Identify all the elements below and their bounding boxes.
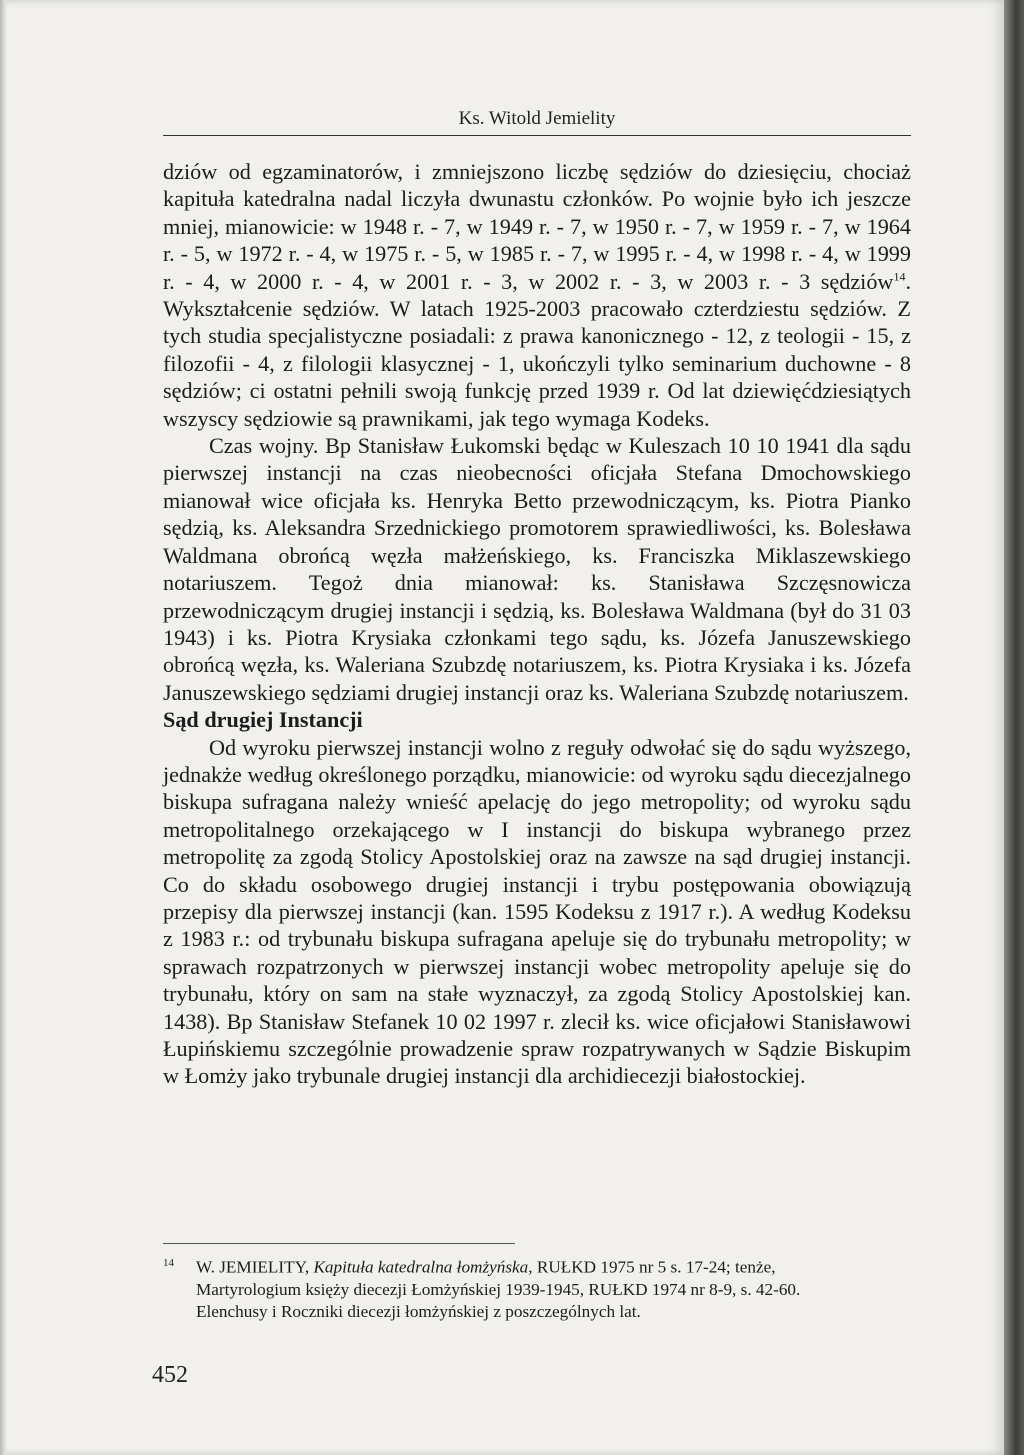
footnote-author: W. JEMIELITY, <box>196 1257 310 1277</box>
paragraph-2: Czas wojny. Bp Stanisław Łukomski będąc w Kuleszach 10 10 1941 dla sądu pierwszej instancji na czas nieobecności oficjała Stefana Dmochowskiego mianował wice oficjała ks. Henryka Betto przewodniczącym, ks. Piotra Pianko sędzią, ks. Aleksandra Srzednickiego promotorem sprawiedliwości, ks. Bolesława Waldmana obrońcą węzła małżeńskiego, ks. Franciszka Miklaszewskiego notariuszem. Tegoż dnia mianował: ks. Stanisława Szczęsnowicza przewodniczącym drugiej instancji i sędzią, ks. Bolesława Waldmana (był do 31 03 1943) i ks. Piotra Krysiaka członkami tego sądu, ks. Józefa Januszewskiego obrońcą węzła, ks. Waleriana Szubzdę notariuszem, ks. Piotra Krysiaka i ks. Józefa Januszewskiego sędziami drugiej instancji oraz ks. Waleriana Szubzdę notariuszem. <box>163 433 911 705</box>
paragraph-1-text: dziów od egzaminatorów, i zmniejszono liczbę sędziów do dziesięciu, chociaż kapituła katedralna nadal liczyła dwunastu członków. Po wojnie było ich jeszcze mniej, mianowicie: w 1948 r. - 7, w 1949 r. - 7, w 1950 r. - 7, w 1959 r. - 7, w 1964 r. - 5, w 1972 r. - 4, w 1975 r. - 5, w 1985 r. - 7, w 1995 r. - 4, w 1998 r. - 4, w 1999 r. - 4, w 2000 r. - 4, w 2001 r. - 3, w 2002 r. - 3, w 2003 r. - 3 sędziów <box>163 159 911 294</box>
body-text <box>163 158 911 1090</box>
page-number: 452 <box>152 1362 188 1388</box>
header-rule <box>163 135 911 136</box>
page-left-edge <box>0 0 6 1455</box>
footnote-rule <box>163 1243 515 1244</box>
page-right-edge <box>1004 0 1024 1455</box>
footnote <box>163 1252 911 1324</box>
running-header: Ks. Witold Jemielity <box>458 108 616 129</box>
footnote-line-2: Martyrologium księży diecezji Łomżyńskiej 1939-1945, RUŁKD 1974 nr 8-9, s. 42-60. <box>196 1280 801 1300</box>
section-title: Sąd drugiej Instancji <box>163 707 363 733</box>
footnote-title: Kapituła katedralna łomżyńska <box>313 1257 529 1277</box>
footnote-rest: , RUŁKD 1975 nr 5 s. 17-24; tenże, <box>528 1257 776 1277</box>
footnote-line-3: Elenchusy i Roczniki diecezji łomżyńskiej z poszczególnych lat. <box>196 1302 641 1322</box>
paragraph-1 <box>163 158 911 432</box>
paragraph-1-rest: . Wykształcenie sędziów. W latach 1925-2003 pracowało czterdziestu sędziów. Z tych studia specjalistyczne posiadali: z prawa kanonicznego - 12, z teologii - 15, z filozofii - 4, z filologii klasycznej - 1, ukończyli tylko seminarium duchowne - 8 sędziów; ci ostatni pełnili swoją funkcję przed 1939 r. Od lat dziewięćdziesiątych wszyscy sędziowie są prawnikami, jak tego wymaga Kodeks. <box>163 268 911 431</box>
footnote-ref-14: 14 <box>893 269 906 284</box>
paragraph-3: Od wyroku pierwszej instancji wolno z reguły odwołać się do sądu wyższego, jednakże według określonego porządku, mianowicie: od wyroku sądu diecezjalnego biskupa sufragana należy wnieść apelację do jego metropolity; od wyroku sądu metropolitalnego orzekającego w I instancji do biskupa wybranego przez metropolitę za zgodą Stolicy Apostolskiej oraz na zawsze na sąd drugiej instancji. Co do składu osobowego drugiej instancji i trybu postępowania obowiązują przepisy dla pierwszej instancji (kan. 1595 Kodeksu z 1917 r.). A według Kodeksu z 1983 r.: od trybunału biskupa sufragana apeluje się do trybunału metropolity; w sprawach rozpatrzonych w pierwszej instancji wobec metropolity apeluje się do trybunału, który on sam na stałe wyznaczył, za zgodą Stolicy Apostolskiej kan. 1438). Bp Stanisław Stefanek 10 02 1997 r. zlecił ks. wice oficjałowi Stanisławowi Łupińskiemu szczególnie prowadzenie spraw rozpatrywanych w Sądzie Biskupim w Łomży jako trybunale drugiej instancji dla archidiecezji białostockiej. <box>163 734 911 1089</box>
footnote-line-1 <box>163 1252 911 1279</box>
footnote-number: 14 <box>163 1257 174 1269</box>
